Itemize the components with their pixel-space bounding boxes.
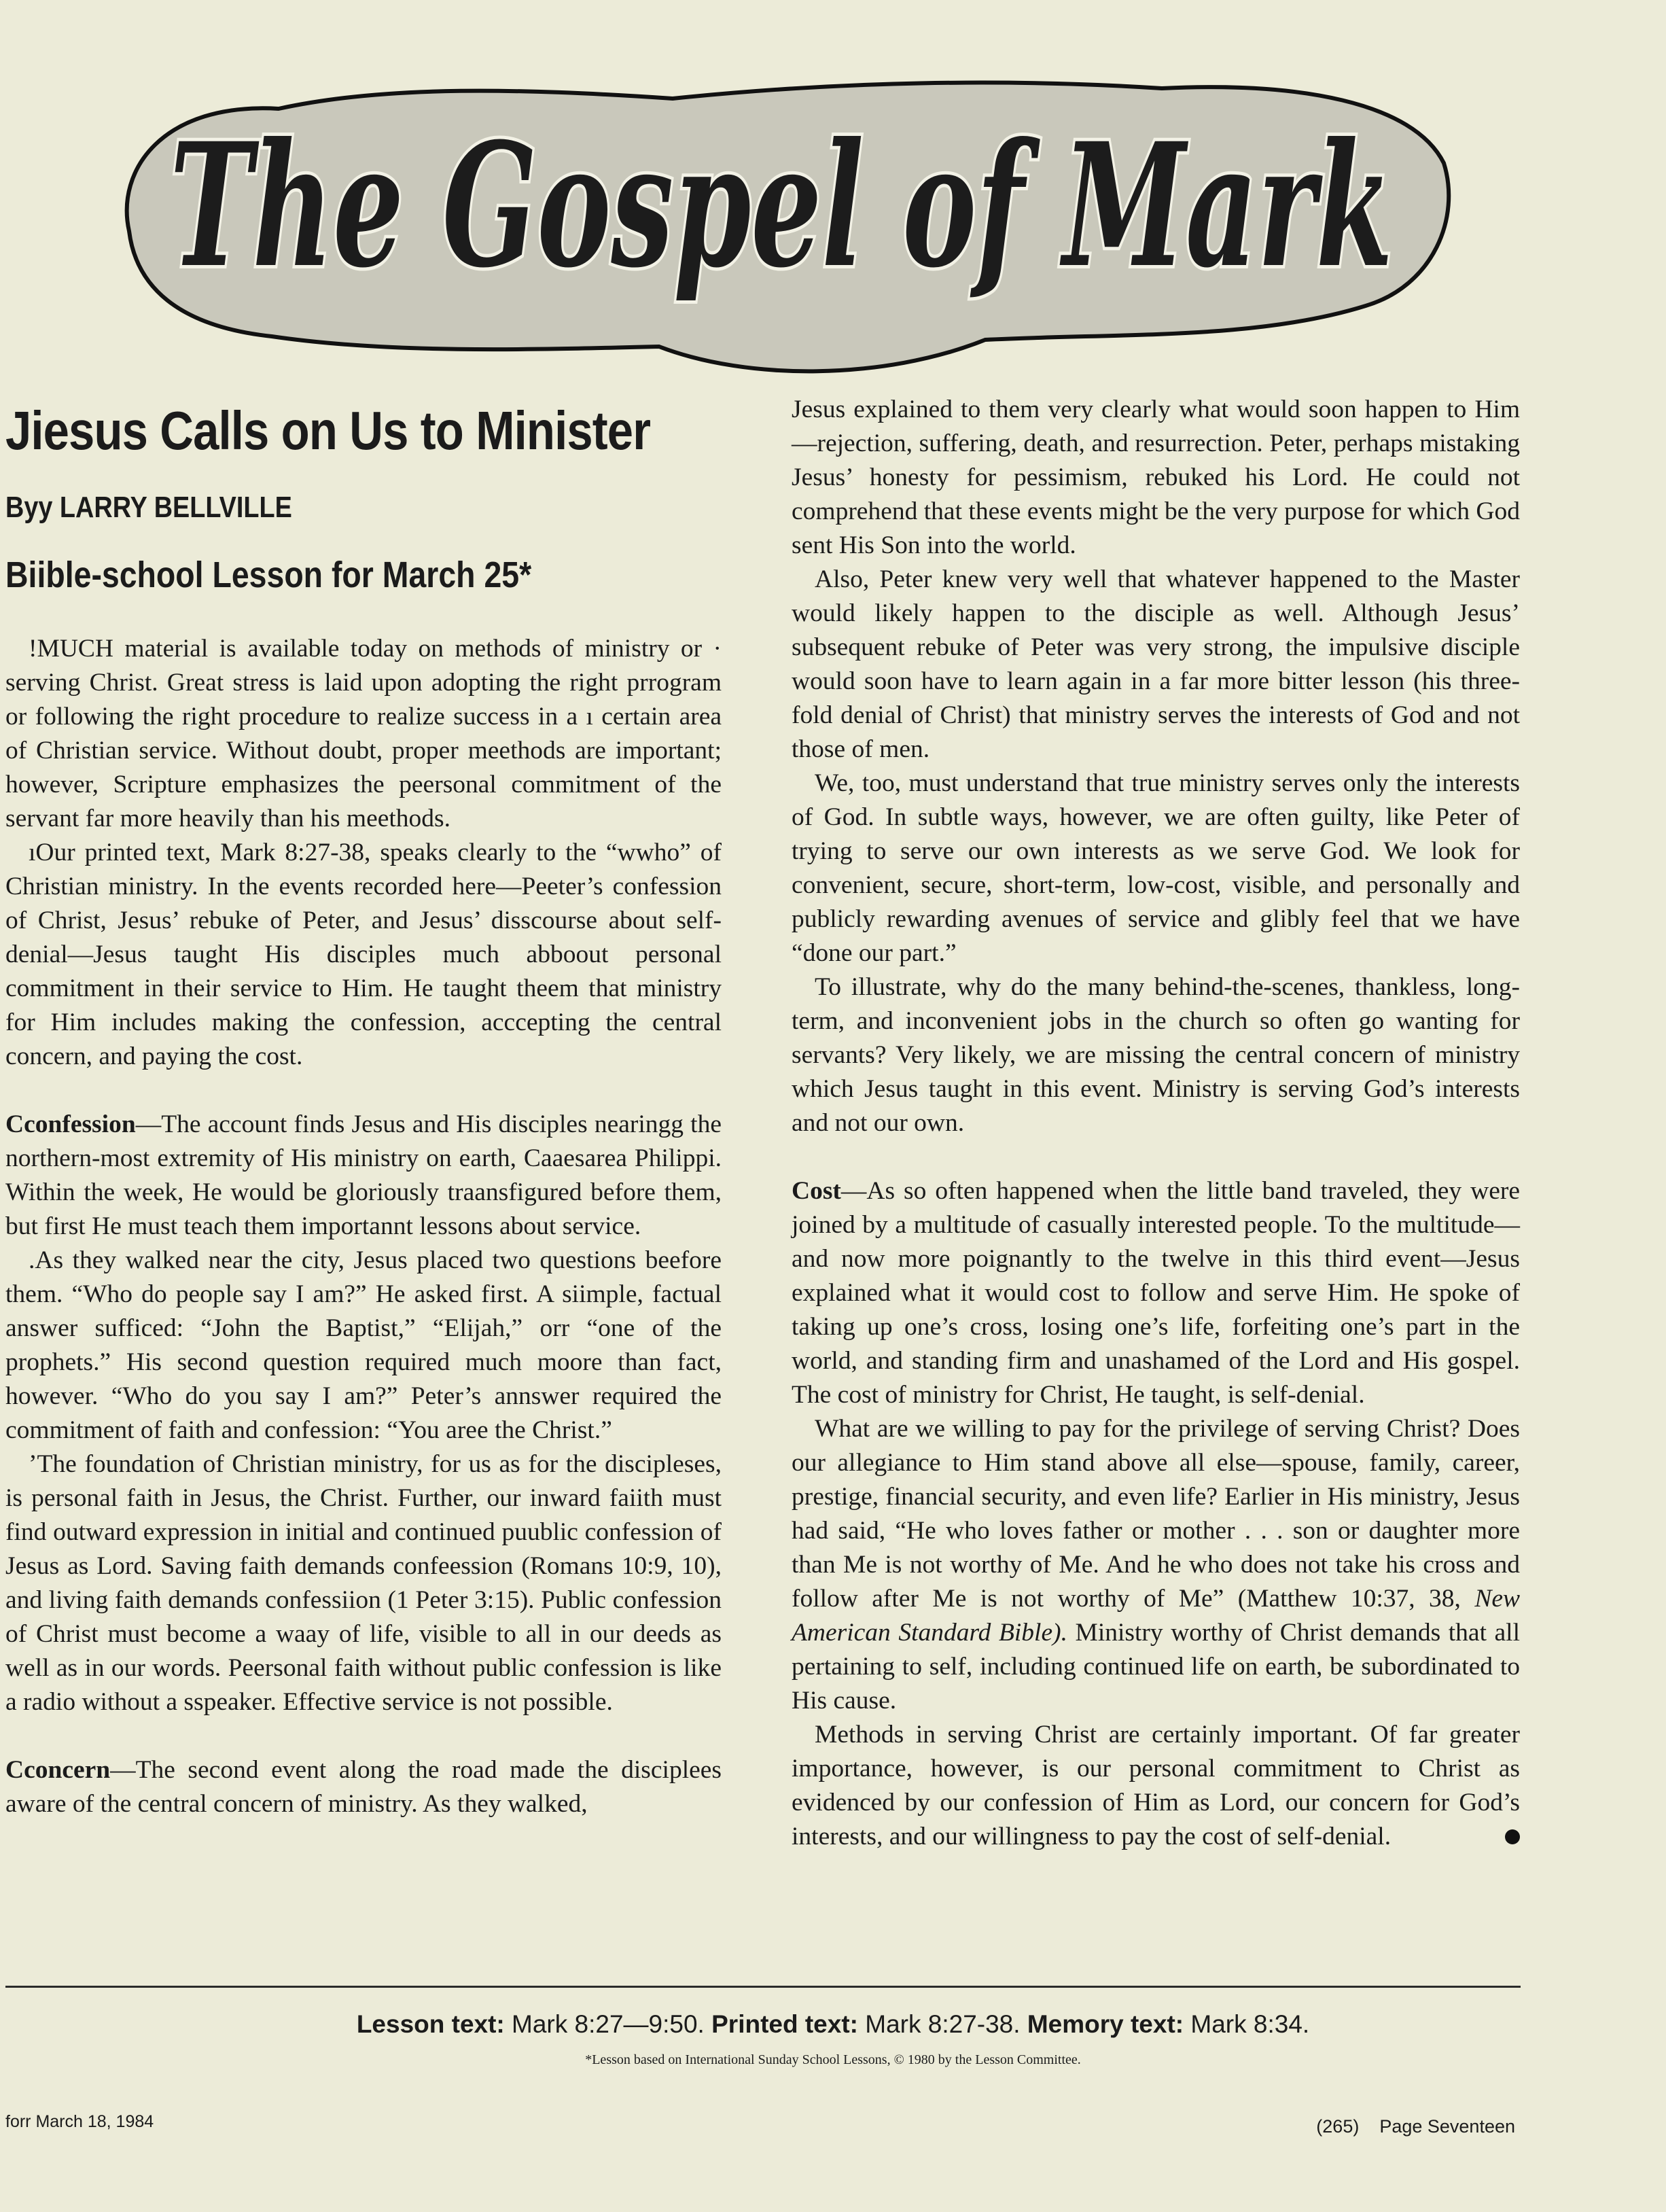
paragraph-concern xyxy=(5,1753,722,1821)
paragraph: Jesus explained to them very clearly what would soon happen to Him—rejection, suffering, death, and resurrection. Peter, perhaps mistaking Jesus’ honesty for pessimism, rebuked his Lord. He could not comprehend that these events might be the very purpose for which God sent His Son into the world. xyxy=(792,396,1520,559)
left-column xyxy=(5,632,722,1821)
lesson-title: Biible-school Lesson for March 25* xyxy=(5,555,532,595)
paragraph-text: —As so often happened when the little band traveled, they were joined by a multitude of casually interested people. To the multitude—and now more poignantly to the twelve in this third event—Jesus explained what it would cost to follow and serve Him. He spoke of taking up one’s cross, losing one’s life, forfeiting one’s part in the world, and standing firm and unashamed of the Lord and His gospel. The cost of ministry for Christ, He taught, is self-denial. xyxy=(792,1177,1520,1409)
masthead xyxy=(102,61,1461,381)
paragraph: To illustrate, why do the many behind-the-scenes, thankless, long-term, and inconvenient jobs in the church so often go wanting for servants? Very likely, we are missing the central concern of ministry which Jesus taught in this event. Ministry is serving God’s interests and not our own. xyxy=(792,973,1520,1137)
paragraph-text: Ministry worthy of Christ demands that all pertaining to self, including continued life on earth, be subordinated to His cause. xyxy=(792,1619,1520,1715)
page-label: Page Seventeen xyxy=(1379,2116,1515,2137)
issue-date: forr March 18, 1984 xyxy=(5,2112,154,2131)
article-headline: Jiesus Calls on Us to Minister xyxy=(5,400,651,461)
paragraph: Also, Peter knew very well that whatever happened to the Master would likely happen to the disciple as well. Although Jesus’ subsequent rebuke of Peter was very strong, the impulsive disciple would soon have to learn again in a far more bitter lesson (his three-fold denial of Christ) that ministry serves the interests of God and not those of men. xyxy=(792,565,1520,763)
printed-text-value: Mark 8:27-38. xyxy=(865,2010,1021,2038)
paragraph-text: —The second event along the road made the disciplees aware of the central concern of ministry. As they walked, xyxy=(5,1756,722,1818)
paragraph-text: —The account finds Jesus and His disciples nearingg the northern-most extremity of His ministry on earth, Caaesarea Philippi. Within the week, He would be gloriously traansfigured before them, but first He must teach them importannt lessons about service. xyxy=(5,1110,722,1240)
paragraph-confession xyxy=(5,1108,722,1244)
masthead-lettering xyxy=(102,61,1461,381)
footnote: *Lesson based on International Sunday School Lessons, © 1980 by the Lesson Committee. xyxy=(585,2052,1081,2067)
paragraph-cost xyxy=(792,1174,1520,1412)
article-byline: Byy LARRY BELLVILLE xyxy=(5,491,292,524)
lesson-text-label: Lesson text: xyxy=(356,2010,505,2038)
printed-text-label: Printed text: xyxy=(711,2010,858,2038)
paragraph-text: Methods in serving Christ are certainly important. Of far greater importance, however, is our personal commitment to Christ as evidenced by our confession of Him as Lord, our concern for God’s interests, and our willingness to pay the cost of self-denial. xyxy=(792,1721,1520,1850)
end-mark-icon xyxy=(1505,1829,1520,1844)
page-number: (265) xyxy=(1316,2116,1360,2137)
bible-version: New American Standard Bible). xyxy=(792,1585,1520,1647)
masthead-title: The Gospel of Mark xyxy=(170,105,1393,305)
section-head-confession: Cconfession xyxy=(5,1110,136,1138)
memory-text-label: Memory text: xyxy=(1027,2010,1184,2038)
paragraph xyxy=(792,1412,1520,1718)
memory-text-value: Mark 8:34. xyxy=(1190,2010,1310,2038)
section-head-cost: Cost xyxy=(792,1177,841,1205)
paragraph: We, too, must understand that true ministry serves only the interests of God. In subtle ways, however, we are often guilty, like Peter of trying to serve our own interests as we serve God. We look for convenient, secure, short-term, low-cost, visible, and personally and publicly rewarding avenues of service and glibly feel that we have “done our part.” xyxy=(792,769,1520,967)
paragraph: ıOur printed text, Mark 8:27-38, speaks clearly to the “wwho” of Christian ministry. In the events recorded here—Peeter’s confession of Christ, Jesus’ rebuke of Peter, and Jesus’ disscourse about self-denial—Jesus taught His disciples much abboout personal commitment in their service to Him. He taught theem that ministry for Him includes making the confession, acccepting the central concern, and paying the cost. xyxy=(5,839,722,1070)
paragraph: ’The foundation of Christian ministry, for us as for the discipleses, is personal faith in Jesus, the Christ. Further, our inward faiith must find outward expression in initial and continued puublic confession of Jesus as Lord. Saving faith demands confeession (Romans 10:9, 10), and living faith demands confessiion (1 Peter 3:15). Public confession of Christ must become a waay of life, visible to all in our deeds as well as in our words. Peersonal faith without public confession is like a radio without a sspeaker. Effective service is not possible. xyxy=(5,1450,722,1716)
paragraph-final xyxy=(792,1718,1520,1854)
right-column xyxy=(792,393,1520,1854)
lesson-references xyxy=(0,2010,1666,2039)
paragraph: !MUCH material is available today on methods of ministry or · serving Christ. Great stress is laid upon adopting the right prrogram or following the right procedure to realize success in a ı certain area of Christian service. Without doubt, proper meethods are important; however, Scripture emphasizes the peersonal commitment of the servant far more heavily than his meethods. xyxy=(5,635,722,832)
paragraph: .As they walked near the city, Jesus placed two questions beefore them. “Who do people say I am?” He asked first. A siimple, factual answer sufficed: “John the Baptist,” “Elijah,” orr “one of the prophets.” His second question required much moore than fact, however. “Who do you say I am?” Peter’s annswer required the commitment of faith and confession: “You aree the Christ.” xyxy=(5,1246,722,1444)
paragraph-text: What are we willing to pay for the privilege of serving Christ? Does our allegiance to Him stand above all else—spouse, family, career, prestige, financial security, and even life? Earlier in His ministry, Jesus had said, “He who loves father or mother . . . son or daughter more than Me is not worthy of Me. And he who does not take his cross and follow after Me is not worthy of Me” (Matthew 10:37, 38, xyxy=(792,1415,1520,1613)
page-folio xyxy=(1316,2116,1515,2137)
section-head-concern: Cconcern xyxy=(5,1756,111,1784)
lesson-text-value: Mark 8:27—9:50. xyxy=(512,2010,705,2038)
footer-rule xyxy=(5,1986,1521,1988)
